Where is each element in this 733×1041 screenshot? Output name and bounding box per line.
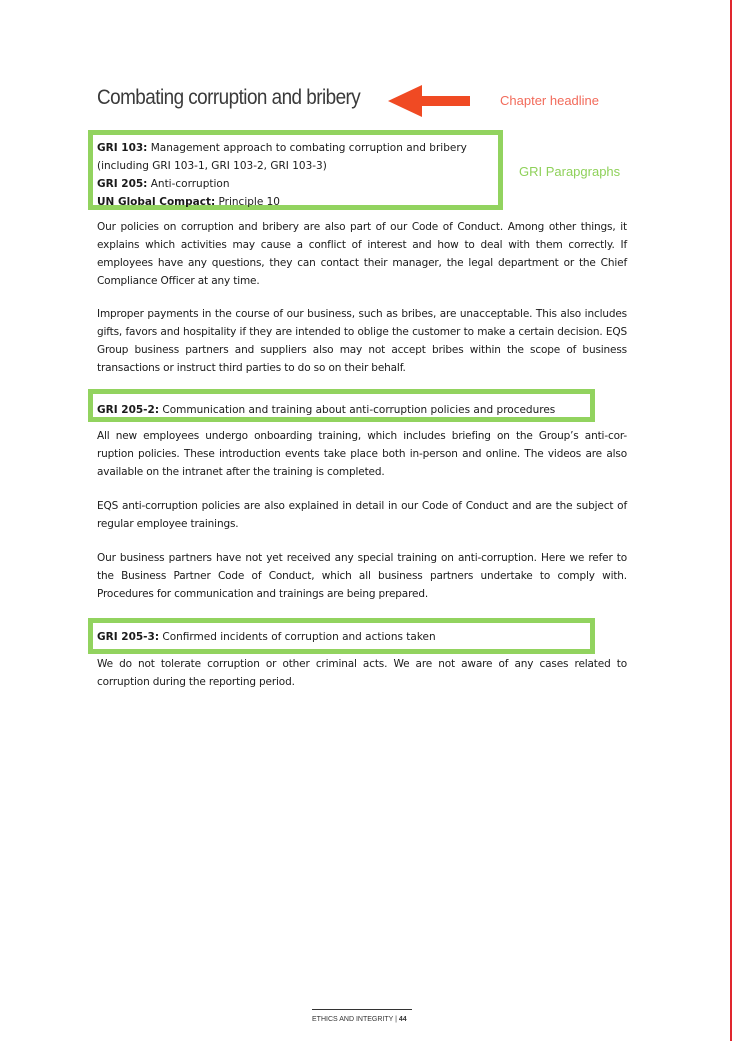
paragraph-onboarding: All new employees undergo onboarding training, which includes briefing on the Group’s anti-cor-ruption policies. These introduction events take place both in-person and online. The videos are also available on the intranet after the training is completed. [97,430,627,478]
gri-103-sub-line: (including GRI 103-1, GRI 103-2, GRI 103-3) [97,160,327,172]
gri-205-3-code: GRI 205-3: [97,631,160,643]
footer-section: ETHICS AND INTEGRITY [312,1016,394,1023]
page-edge-line [730,0,732,1041]
gri-paragraphs-note: GRI Parapgraphs [519,164,621,179]
chapter-headline: Combating corruption and bribery [97,86,361,109]
chapter-headline-note: Chapter headline [500,93,600,108]
page-footer: ETHICS AND INTEGRITY | 44 [312,1016,407,1023]
paragraph-no-cases: We do not tolerate corruption or other criminal acts. We are not aware of any cases related to corruption during the reporting period. [97,658,627,688]
gri-103-line: GRI 103: Management approach to combating corruption and bribery [97,142,467,154]
gri-intro-block [97,139,467,211]
page-number: 44 [398,1016,407,1023]
left-arrow-icon [386,82,474,120]
gri-205-code: GRI 205: [97,178,148,190]
footer-rule [312,1009,412,1010]
gri-103-code: GRI 103: [97,142,148,154]
paragraph-business-partners: Our business partners have not yet received any special training on anti-corruption. Here we refer to the Business Partner Code of Conduct, which all business partners undertake to comply with. Procedures for communication and trainings are being prepared. [97,552,627,600]
paragraph-policies: EQS anti-corruption policies are also explained in detail in our Code of Conduct and are the subject of regular employee trainings. [97,500,627,530]
gri-205-line: GRI 205: Anti-corruption [97,178,230,190]
un-global-compact-code: UN Global Compact: [97,196,216,208]
paragraph-code-of-conduct: Our policies on corruption and bribery are also part of our Code of Conduct. Among other things, it explains which activities may cause a conflict of interest and how to deal with them correctly. If employees have any questions, they can contact their manager, the legal department or the Chief Compliance Officer at any time. [97,221,627,287]
un-global-compact-line: UN Global Compact: Principle 10 [97,196,280,208]
gri-205-3-heading: GRI 205-3: Confirmed incidents of corruption and actions taken [97,631,436,643]
gri-205-2-heading: GRI 205-2: Communication and training about anti-corruption policies and procedures [97,404,556,416]
gri-205-2-code: GRI 205-2: [97,404,160,416]
paragraph-improper-payments: Improper payments in the course of our business, such as bribes, are unacceptable. This also includes gifts, favors and hospitality if they are intended to oblige the customer to make a certain decision. EQS Group business partners and suppliers also may not accept bribes within the scope of business transactions or instruct third parties to do so on their behalf. [97,308,627,374]
